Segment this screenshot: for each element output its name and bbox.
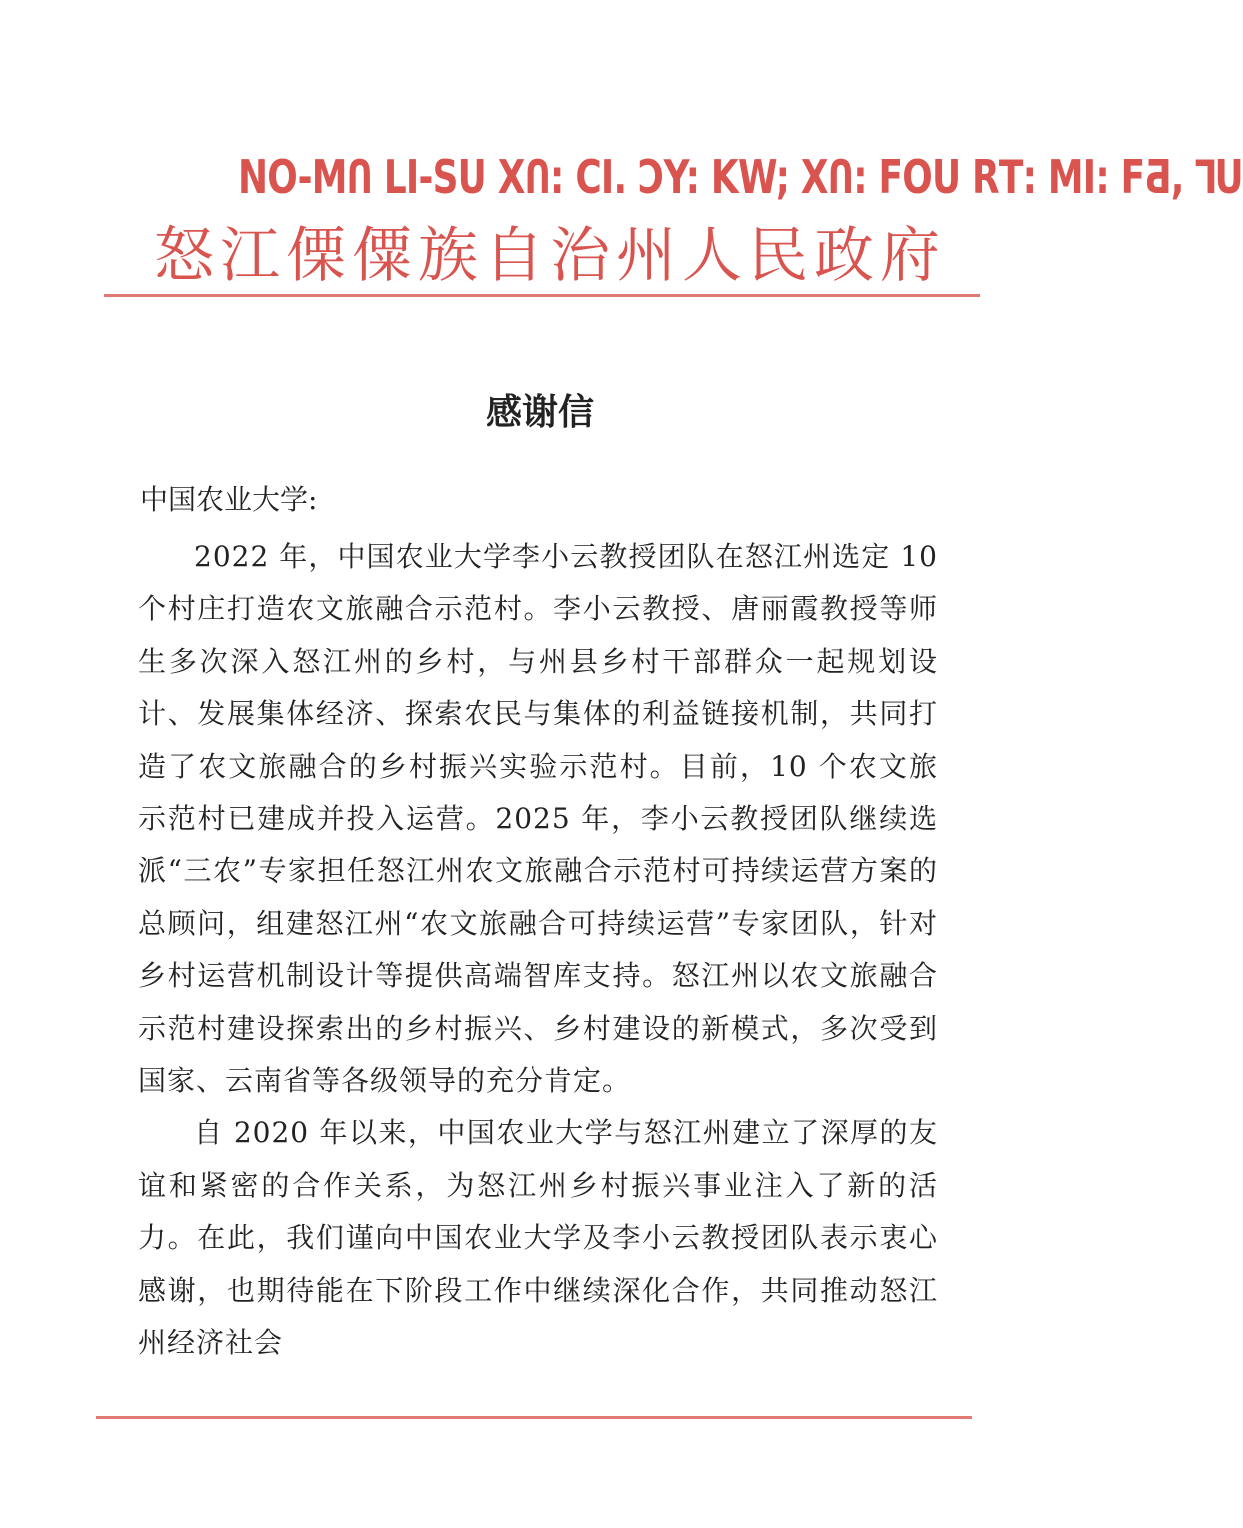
letter-paragraph-2: 自 2020 年以来，中国农业大学与怒江州建立了深厚的友谊和紧密的合作关系，为怒江州乡村振兴事业注入了新的活力。在此，我们谨向中国农业大学及李小云教授团队表示衷心感谢，也期待能在下阶段工作中继续深化合作，共同推动怒江州经济社会 [138,1116,938,1360]
header-chinese-name: 怒江傈僳族自治州人民政府 [154,221,946,291]
footer-divider [96,1416,972,1419]
letter-title: 感谢信 [485,391,594,433]
letter-paragraph-1: 2022 年，中国农业大学李小云教授团队在怒江州选定 10 个村庄打造农文旅融合示范村。李小云教授、唐丽霞教授等师生多次深入怒江州的乡村，与州县乡村干部群众一起规划设计、发展集体经济、探索农民与集体的利益链接机制，共同打造了农文旅融合的乡村振兴实验示范村。目前，10 个农文旅示范村已建成并投入运营。2025 年，李小云教授团队继续选派“三农”专家担任怒江州农文旅融合示范村可持续运营方案的总顾问，组建怒江州“农文旅融合可持续运营”专家团队，针对乡村运营机制设计等提供高端智库支持。怒江州以农文旅融合示范村建设探索出的乡村振兴、乡村建设的新模式，多次受到国家、云南省等各级领导的充分肯定。 [138,540,938,1098]
letter-salutation: 中国农业大学: [140,483,318,516]
header-divider [104,294,980,297]
letter-body [138,531,938,1370]
header-latin-name: NO-MՈ LI-SU XՈ: CI. ƆY: KW; XՈ: FOU Rꓔ: MI: FƋ, ꓶU [238,150,1243,204]
